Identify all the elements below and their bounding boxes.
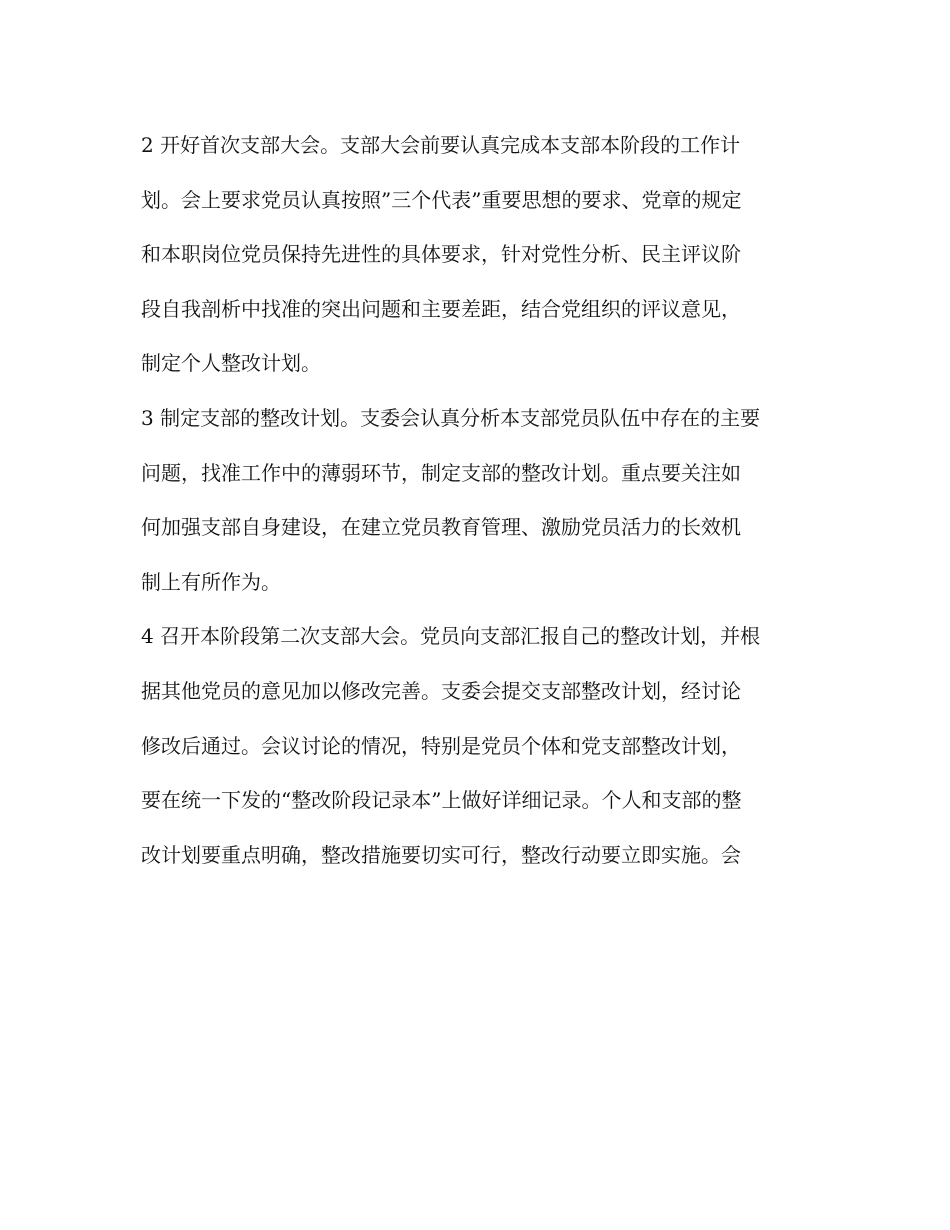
text-line: 问题，找准工作中的薄弱环节，制定支部的整改计划。重点要关注如 (141, 460, 741, 485)
text-line: 2 开好首次支部大会。支部大会前要认真完成本支部本阶段的工作计 (141, 133, 741, 157)
text-line: 制上有所作为。 (141, 569, 281, 594)
text-line: 3 制定支部的整改计划。支委会认真分析本支部党员队伍中存在的主要 (141, 405, 761, 430)
text-line: 制定个人整改计划。 (141, 351, 321, 376)
text-line: 段自我剖析中找准的突出问题和主要差距，结合党组织的评议意见， (141, 296, 741, 321)
text-line: 何加强支部自身建设，在建立党员教育管理、激励党员活力的长效机 (141, 515, 741, 540)
text-line: 修改后通过。会议讨论的情况，特别是党员个体和党支部整改计划， (141, 733, 741, 758)
document-body (141, 118, 841, 882)
text-line: 改计划要重点明确，整改措施要切实可行，整改行动要立即实施。会 (141, 842, 741, 867)
text-line: 要在统一下发的“整改阶段记录本”上做好详细记录。个人和支部的整 (141, 788, 742, 813)
text-line: 据其他党员的意见加以修改完善。支委会提交支部整改计划，经讨论 (141, 678, 741, 703)
text-line: 4 召开本阶段第二次支部大会。党员向支部汇报自己的整改计划，并根 (141, 624, 761, 649)
text-line: 划。会上要求党员认真按照”三个代表”重要思想的要求、党章的规定 (141, 187, 742, 212)
text-line: 和本职岗位党员保持先进性的具体要求，针对党性分析、民主评议阶 (141, 242, 741, 267)
